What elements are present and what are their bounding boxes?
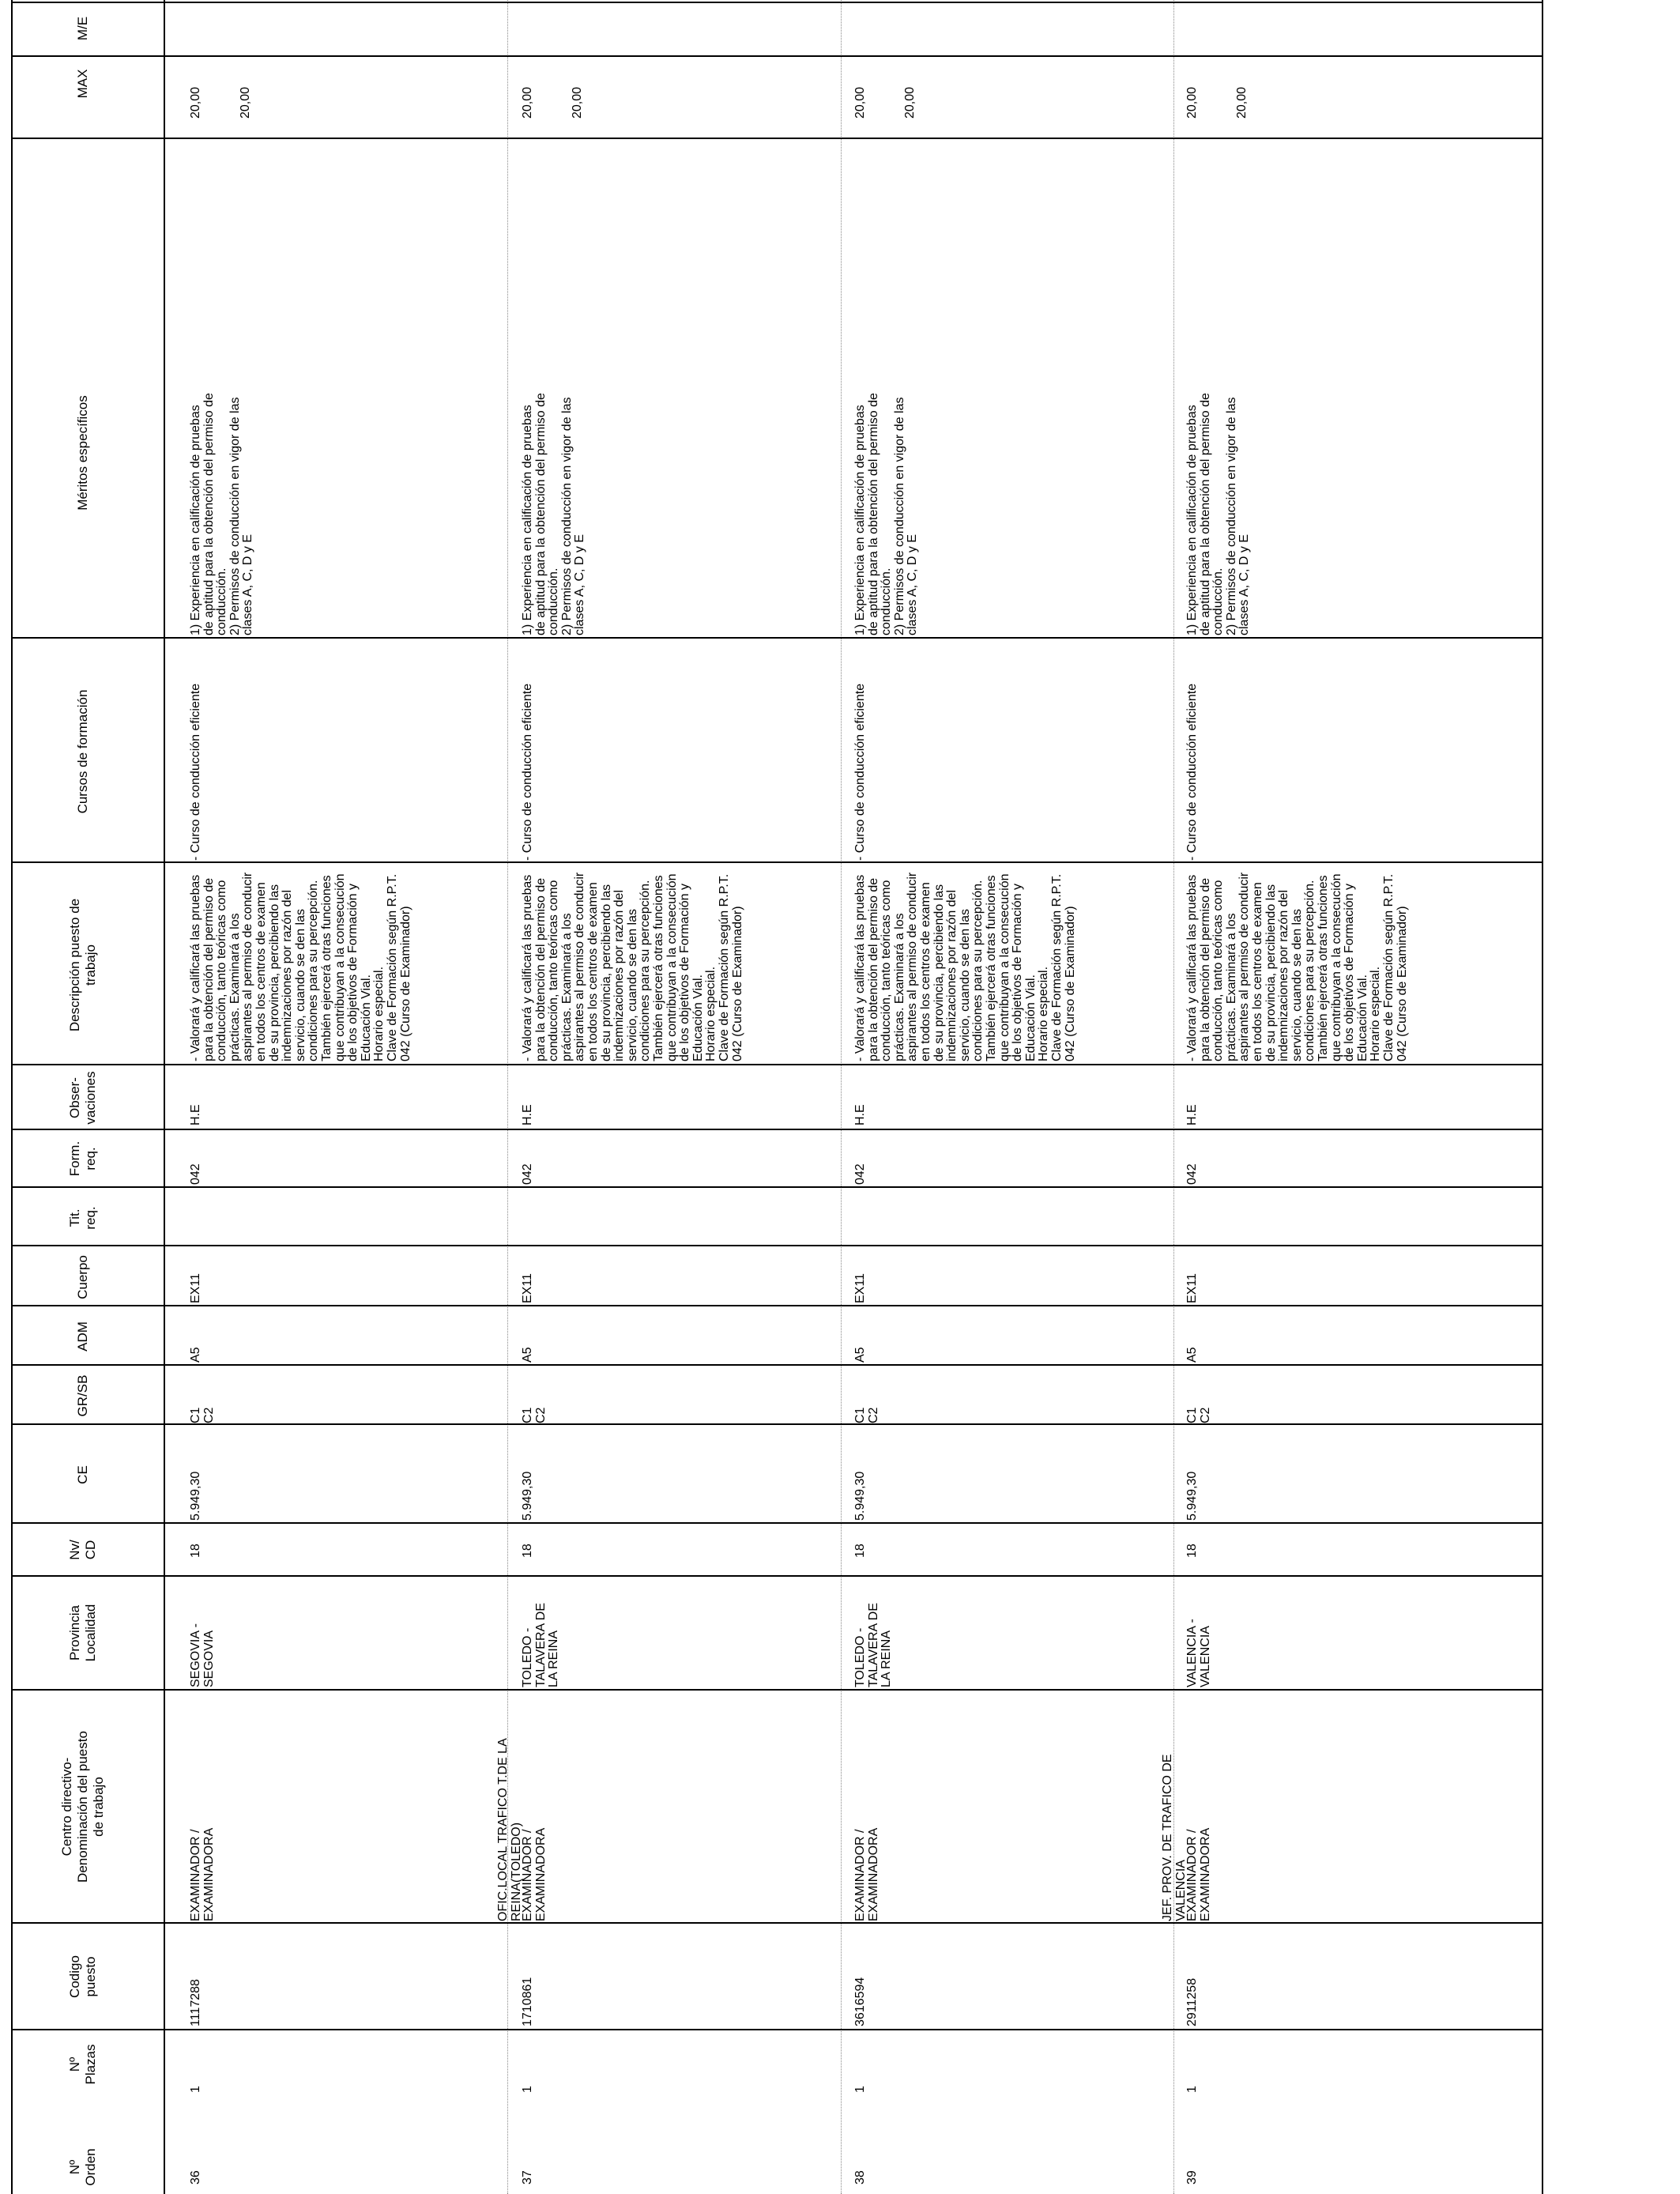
cell-plazas: 1 <box>189 2086 202 2093</box>
cell-provincia: TOLEDO - TALAVERA DE LA REINA <box>853 1603 894 1687</box>
cell-form: 042 <box>189 1163 202 1185</box>
cell-cuerpo: EX11 <box>853 1273 867 1303</box>
column-border <box>11 2 1542 3</box>
cell-nv: 18 <box>521 1544 534 1558</box>
cell-codigo: 2911258 <box>1185 1977 1199 2026</box>
header-obs: Obser- vaciones <box>67 1071 98 1125</box>
header-cuerpo: Cuerpo <box>75 1255 90 1299</box>
cell-codigo: 1117288 <box>189 1979 202 2026</box>
cell-obs: H.E <box>521 1104 534 1125</box>
cell-adm: A5 <box>189 1347 202 1363</box>
cell-descripcion: - Valorará y calificará las pruebas para la obtención del permiso de conducción, tanto teóricas como prácticas. Examinará a los aspirantes al permiso de conducir en todos los centros de examen de su provincia, percibiendo las indemnizaciones por razón del servicio, cuando se den las condiciones para su percepción. También ejercerá otras funciones que contribuyan a la consecución de los objetivos de Formación y Educación Vial. Horario especial. Clave de Formación según R.P.T. 042 (Curso de Examinador) <box>521 872 744 1061</box>
header-plazas: Nº Plazas <box>67 2044 98 2085</box>
cell-centro: EXAMINADOR / EXAMINADORA <box>1185 1827 1212 1921</box>
cell-grsb: C1 C2 <box>853 1407 880 1423</box>
cell-meritos: 1) Experiencia en calificación de pruebas de aptitud para la obtención del permiso de conducción. 2) Permisos de conducción en vigor de las clases A, C, D y E <box>189 393 255 635</box>
cell-orden: 39 <box>1185 2170 1199 2185</box>
header-form: Form. req. <box>67 1140 98 1177</box>
cell-plazas: 1 <box>853 2086 867 2093</box>
cell-obs: H.E <box>189 1104 202 1125</box>
cell-meritos: 1) Experiencia en calificación de pruebas de aptitud para la obtención del permiso de conducción. 2) Permisos de conducción en vigor de las clases A, C, D y E <box>1185 393 1252 635</box>
column-border <box>11 55 1542 57</box>
column-border <box>11 1423 1542 1425</box>
cell-orden: 38 <box>853 2170 867 2185</box>
header-ce: CE <box>75 1465 90 1484</box>
cell-max1: 20,00 <box>189 86 202 119</box>
cell-nv: 18 <box>1185 1544 1199 1558</box>
cell-provincia: VALENCIA - VALENCIA <box>1185 1619 1212 1687</box>
header-adm: ADM <box>75 1321 90 1351</box>
header-meritos: Méritos específicos <box>75 395 90 511</box>
header-descripcion: Descripción puesto de trabajo <box>67 898 98 1032</box>
cell-meritos: 1) Experiencia en calificación de pruebas de aptitud para la obtención del permiso de conducción. 2) Permisos de conducción en vigor de las clases A, C, D y E <box>853 393 920 635</box>
table-bottom-border <box>1542 0 1543 2194</box>
header-bottom-border <box>164 0 165 2194</box>
column-border <box>11 1186 1542 1188</box>
column-border <box>11 637 1542 639</box>
column-border <box>11 1364 1542 1366</box>
column-border <box>11 1064 1542 1065</box>
cell-orden: 36 <box>189 2170 202 2185</box>
column-border <box>11 1522 1542 1524</box>
cell-centro: EXAMINADOR / EXAMINADORA <box>521 1827 548 1921</box>
cell-cursos: - Curso de conducción eficiente <box>1185 683 1199 861</box>
header-provincia: Provincia Localidad <box>67 1604 98 1662</box>
header-cursos: Cursos de formación <box>75 689 90 814</box>
cell-plazas: 1 <box>1185 2086 1199 2093</box>
cell-max1: 20,00 <box>853 86 867 119</box>
column-border <box>11 861 1542 863</box>
cell-adm: A5 <box>521 1347 534 1363</box>
cell-cursos: - Curso de conducción eficiente <box>853 683 867 861</box>
header-grsb: GR/SB <box>75 1374 90 1417</box>
cell-adm: A5 <box>853 1347 867 1363</box>
column-border <box>11 1689 1542 1691</box>
cell-cuerpo: EX11 <box>1185 1273 1199 1303</box>
column-border <box>11 1129 1542 1130</box>
header-centro: Centro directivo- Denominación del puesto de trabajo <box>59 1731 106 1883</box>
cell-descripcion: - Valorará y calificará las pruebas para la obtención del permiso de conducción, tanto teóricas como prácticas. Examinará a los aspirantes al permiso de conducir en todos los centros de examen de su provincia, percibiendo las indemnizaciones por razón del servicio, cuando se den las condiciones para su percepción. También ejercerá otras funciones que contribuyan a la consecución de los objetivos de Formación y Educación Vial. Horario especial. Clave de Formación según R.P.T. 042 (Curso de Examinador) <box>853 872 1077 1061</box>
cell-max2: 20,00 <box>239 86 252 119</box>
cell-descripcion: - Valorará y calificará las pruebas para la obtención del permiso de conducción, tanto teóricas como prácticas. Examinará a los aspirantes al permiso de conducir en todos los centros de examen de su provincia, percibiendo las indemnizaciones por razón del servicio, cuando se den las condiciones para su percepción. También ejercerá otras funciones que contribuyan a la consecución de los objetivos de Formación y Educación Vial. Horario especial. Clave de Formación según R.P.T. 042 (Curso de Examinador) <box>1185 872 1409 1061</box>
cell-orden: 37 <box>521 2170 534 2185</box>
cell-codigo: 3616594 <box>853 1977 867 2026</box>
cell-ce: 5.949,30 <box>189 1471 202 1521</box>
cell-nv: 18 <box>853 1544 867 1558</box>
header-orden: Nº Orden <box>67 2148 98 2186</box>
cell-codigo: 1710861 <box>521 1977 534 2026</box>
header-nv: Nv/ CD <box>67 1540 98 1560</box>
column-border <box>11 138 1542 139</box>
header-max: MAX <box>75 69 90 99</box>
cell-max1: 20,00 <box>521 86 534 119</box>
cell-form: 042 <box>1185 1163 1199 1185</box>
cell-form: 042 <box>853 1163 867 1185</box>
cell-centro: EXAMINADOR / EXAMINADORA <box>189 1827 216 1921</box>
cell-descripcion: - Valorará y calificará las pruebas para la obtención del permiso de conducción, tanto teóricas como prácticas. Examinará a los aspirantes al permiso de conducir en todos los centros de examen de su provincia, percibiendo las indemnizaciones por razón del servicio, cuando se den las condiciones para su percepción. También ejercerá otras funciones que contribuyan a la consecución de los objetivos de Formación y Educación Vial. Horario especial. Clave de Formación según R.P.T. 042 (Curso de Examinador) <box>189 872 412 1061</box>
cell-cursos: - Curso de conducción eficiente <box>189 683 202 861</box>
cell-max2: 20,00 <box>1235 86 1249 119</box>
cell-pre-centro: JEF. PROV. DE TRAFICO DE VALENCIA <box>1161 1754 1188 1921</box>
cell-max2: 20,00 <box>903 86 917 119</box>
cell-ce: 5.949,30 <box>1185 1471 1199 1521</box>
column-border <box>11 1245 1542 1246</box>
cell-max2: 20,00 <box>571 86 584 119</box>
header-tit: Tit. req. <box>67 1206 98 1230</box>
header-me: M/E <box>75 16 90 41</box>
cell-grsb: C1 C2 <box>189 1407 216 1423</box>
cell-meritos: 1) Experiencia en calificación de pruebas de aptitud para la obtención del permiso de conducción. 2) Permisos de conducción en vigor de las clases A, C, D y E <box>521 393 587 635</box>
cell-ce: 5.949,30 <box>521 1471 534 1521</box>
column-border <box>11 1575 1542 1577</box>
header-codigo: Codigo puesto <box>67 1955 98 1998</box>
cell-adm: A5 <box>1185 1347 1199 1363</box>
column-border <box>11 2029 1542 2030</box>
cell-obs: H.E <box>853 1104 867 1125</box>
cell-provincia: SEGOVIA - SEGOVIA <box>189 1623 216 1687</box>
cell-pre-centro: OFIC.LOCAL TRAFICO T.DE LA REINA(TOLEDO) <box>496 1738 523 1921</box>
cell-grsb: C1 C2 <box>1185 1407 1212 1423</box>
cell-centro: EXAMINADOR / EXAMINADORA <box>853 1827 880 1921</box>
row-separator <box>841 0 842 2194</box>
cell-max1: 20,00 <box>1185 86 1199 119</box>
cell-obs: H.E <box>1185 1104 1199 1125</box>
cell-provincia: TOLEDO - TALAVERA DE LA REINA <box>521 1603 561 1687</box>
column-border <box>11 1922 1542 1924</box>
cell-grsb: C1 C2 <box>521 1407 548 1423</box>
cell-cursos: - Curso de conducción eficiente <box>521 683 534 861</box>
cell-plazas: 1 <box>521 2086 534 2093</box>
cell-cuerpo: EX11 <box>189 1273 202 1303</box>
column-border <box>11 1305 1542 1306</box>
cell-nv: 18 <box>189 1544 202 1558</box>
cell-form: 042 <box>521 1163 534 1185</box>
cell-ce: 5.949,30 <box>853 1471 867 1521</box>
cell-cuerpo: EX11 <box>521 1273 534 1303</box>
